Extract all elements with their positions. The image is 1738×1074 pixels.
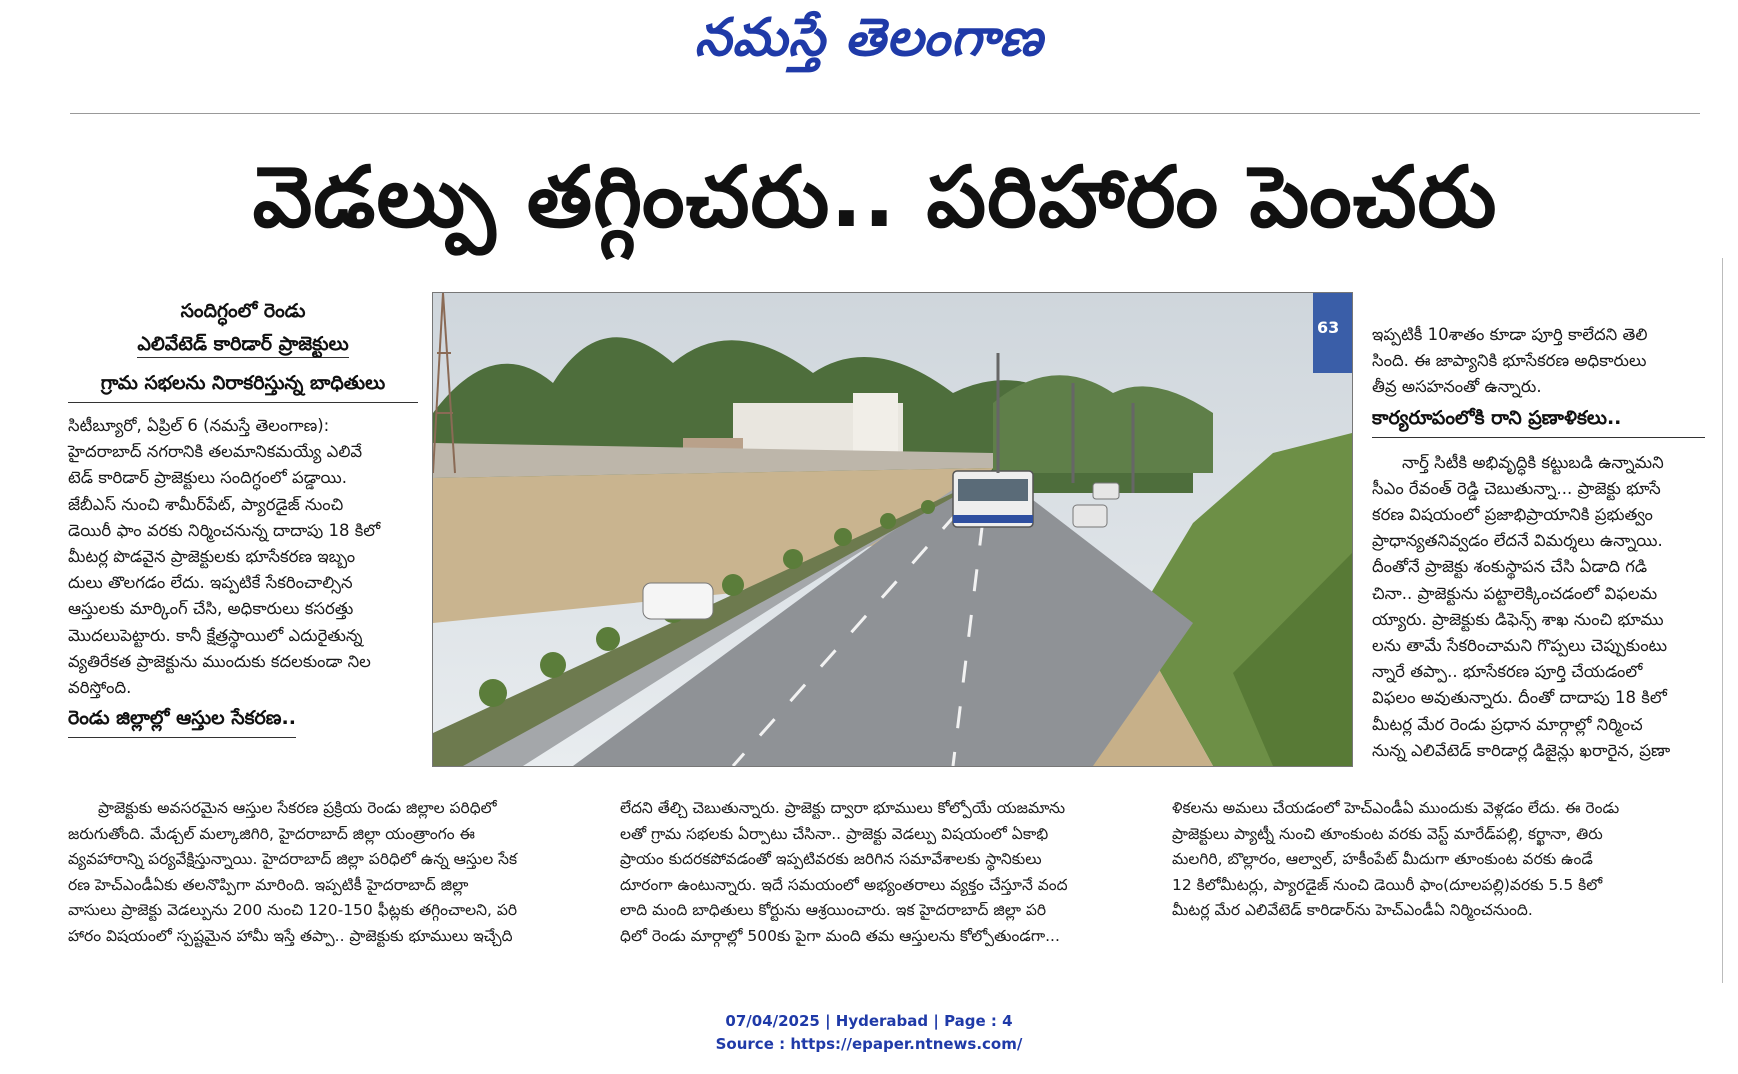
bottom-column-3: [1172, 796, 1705, 924]
text-line: సిటీబ్యూరో, ఏప్రిల్ 6 (నమస్తే తెలంగాణ):: [68, 416, 330, 435]
right-body-text-1: [1372, 322, 1705, 401]
text-line: దులు తొలగడం లేదు. ఇప్పటికే సేకరించాల్సిన: [68, 573, 353, 593]
text-line: ప్రాజెక్టుకు అవసరమైన ఆస్తుల సేకరణ ప్రక్రియ రెండు జిల్లాల పరిధిలో: [98, 799, 497, 817]
article-headline: వెడల్పు తగ్గించరు.. పరిహారం పెంచరు: [252, 148, 1498, 246]
right-body-text-2: [1372, 450, 1705, 764]
text-line: నున్న ఎలివేటెడ్ కారిడార్ల డిజైన్లు ఖరారైన, ప్రణా: [1372, 740, 1671, 760]
road-photo-illustration: [433, 293, 1352, 766]
text-line: ఇప్పటికీ 10శాతం కూడా పూర్తి కాలేదని తెలి: [1372, 325, 1648, 344]
text-line: హైదరాబాద్ నగరానికి తలమానికమయ్యే ఎలివే: [68, 442, 363, 462]
subhead-two-districts: రెండు జిల్లాల్లో ఆస్తుల సేకరణ..: [68, 707, 418, 738]
kicker-line-2: ఎలివేటెడ్ కారిడార్ ప్రాజెక్టులు: [137, 333, 348, 358]
text-line: డెయిరీ ఫాం వరకు నిర్మించనున్న దాదాపు 18 కిలో: [68, 520, 381, 540]
text-line: య్యారు. ప్రాజెక్టుకు డిఫెన్స్ శాఖ నుంచి భూము: [1372, 609, 1664, 629]
subhead-plans: కార్యరూపంలోకి రాని ప్రణాళికలు..: [1372, 407, 1705, 438]
text-line: 12 కిలోమీటర్లు, ప్యారడైజ్ నుంచి డెయిరీ ఫాం(దూలపల్లి)వరకు 5.5 కిలో: [1172, 875, 1603, 894]
text-line: ప్రాయం కుదరకపోవడంతో ఇప్పటివరకు జరిగిన సమావేశాలకు స్థానికులు: [620, 850, 1042, 868]
text-line: ప్రాజెక్టులు ప్యాట్నీ నుంచి తూంకుంట వరకు వెస్ట్ మారేడ్‌పల్లి, కర్ఖానా, తిరు: [1172, 824, 1603, 843]
text-line: వరిస్తోంది.: [68, 678, 132, 698]
text-line: టెడ్ కారిడార్ ప్రాజెక్టులు సందిగ్ధంలో పడ్డాయి.: [68, 468, 348, 488]
text-line: లను తామే సేకరించామని గొప్పలు చెప్పుకుంటు: [1372, 636, 1668, 656]
text-line: మొదలుపెట్టారు. కానీ క్షేత్రస్థాయిలో ఎదురైతున్న: [68, 625, 363, 645]
left-column: [68, 300, 418, 738]
text-line: వ్యవహారాన్ని పర్యవేక్షిస్తున్నాయి. హైదరాబాద్ జిల్లా పరిధిలో ఉన్న ఆస్తుల సేక: [68, 850, 518, 868]
left-body-text: [68, 413, 418, 701]
text-line: ళికలను అమలు చేయడంలో హెచ్‌ఎండీఏ ముందుకు వెళ్లడం లేదు. ఈ రెండు: [1172, 799, 1620, 817]
text-line: మీటర్ల మేర ఎలివేటెడ్ కారిడార్‌ను హెచ్‌ఎండీఏ నిర్మించనుంది.: [1172, 901, 1533, 919]
billboard-number: 63: [1317, 318, 1340, 337]
text-line: సీఎం రేవంత్ రెడ్డి చెబుతున్నా... ప్రాజెక్టు భూసే: [1372, 478, 1661, 498]
text-line: ధిలో రెండు మార్గాల్లో 500కు పైగా మంది తమ ఆస్తులను కోల్పోతుండగా...: [620, 926, 1060, 945]
page-edge-rule: [1722, 258, 1723, 983]
text-line: జరుగుతోంది. మేడ్చల్ మల్కాజిగిరి, హైదరాబాద్ జిల్లా యంత్రాంగం ఈ: [68, 824, 475, 843]
bottom-column-2: [620, 796, 1150, 949]
text-line: ఆస్తులకు మార్కింగ్ చేసి, అధికారులు కసరత్తు: [68, 599, 354, 619]
text-line: వ్యతిరేకత ప్రాజెక్టును ముందుకు కదలకుండా నిల: [68, 651, 371, 671]
text-line: కరణ విషయంలో ప్రజాభిప్రాయానికి ప్రభుత్వం: [1372, 505, 1653, 525]
text-line: లాది మంది బాధితులు కోర్టును ఆశ్రయించారు. ఇక హైదరాబాద్ జిల్లా పరి: [620, 901, 1047, 919]
bottom-column-1: [68, 796, 596, 949]
text-line: మలగిరి, బొల్లారం, ఆల్వాల్, హకీంపేట్ మీదుగా తూంకుంట వరకు ఉండే: [1172, 850, 1593, 868]
subhead-village-meetings: గ్రామ సభలను నిరాకరిస్తున్న బాధితులు: [68, 372, 418, 403]
road-photo: [432, 292, 1353, 767]
text-line: రణ హెచ్‌ఎండీఏకు తలనొప్పిగా మారింది. ఇప్పటికీ హైదరాబాద్ జిల్లా: [68, 875, 469, 894]
text-line: లతో గ్రామ సభలకు ఏర్పాటు చేసినా.. ప్రాజెక్టు వెడల్పు విషయంలో ఏకాభి: [620, 824, 1049, 843]
text-line: న్నారే తప్పా.. భూసేకరణ పూర్తి చేయడంలో: [1372, 662, 1643, 682]
text-line: మీటర్ల పొడవైన ప్రాజెక్టులకు భూసేకరణ ఇబ్బం: [68, 547, 356, 567]
kicker-line-1: సందిగ్ధంలో రెండు: [180, 300, 306, 322]
text-line: విఫలం అవుతున్నారు. దీంతో దాదాపు 18 కిలో: [1372, 688, 1667, 708]
footer-date-line: 07/04/2025 | Hyderabad | Page : 4: [725, 1012, 1013, 1030]
text-line: నార్త్ సిటీకి అభివృద్ధికి కట్టుబడి ఉన్నామని: [1402, 452, 1664, 472]
footer-source-link[interactable]: Source : https://epaper.ntnews.com/: [715, 1035, 1023, 1053]
text-line: దీంతోనే ప్రాజెక్టు శంకుస్థాపన చేసి ఏడాది గడి: [1372, 557, 1648, 577]
masthead-divider: [70, 113, 1700, 114]
text-line: చినా.. ప్రాజెక్టును పట్టాలెక్కించడంలో విఫలమ: [1372, 583, 1658, 603]
right-column: [1372, 322, 1705, 764]
text-line: జేబీఎస్ నుంచి శామీర్‌పేట్, ప్యారడైజ్ నుంచి: [68, 494, 344, 514]
text-line: తీవ్ర అసహనంతో ఉన్నారు.: [1372, 377, 1542, 397]
newspaper-masthead: నమస్తే తెలంగాణ: [694, 8, 1044, 68]
text-line: హారం విషయంలో స్పష్టమైన హామీ ఇస్తే తప్పా.. ప్రాజెక్టుకు భూములు ఇచ్చేది: [68, 926, 513, 945]
text-line: సింది. ఈ జాప్యానికి భూసేకరణ అధికారులు: [1372, 351, 1647, 371]
text-line: లేదని తేల్చి చెబుతున్నారు. ప్రాజెక్టు ద్వారా భూములు కోల్పోయే యజమాను: [620, 799, 1066, 817]
text-line: మీటర్ల మేర రెండు ప్రధాన మార్గాల్లో నిర్మించ: [1372, 714, 1643, 734]
text-line: ప్రాధాన్యతనివ్వడం లేదనే విమర్శలు ఉన్నాయి.: [1372, 531, 1663, 551]
text-line: వాసులు ప్రాజెక్టు వెడల్పును 200 నుంచి 120-150 ఫీట్లకు తగ్గించాలని, పరి: [68, 901, 518, 919]
text-line: దూరంగా ఉంటున్నారు. ఇదే సమయంలో అభ్యంతరాలు వ్యక్తం చేస్తూనే వంద: [620, 875, 1068, 894]
